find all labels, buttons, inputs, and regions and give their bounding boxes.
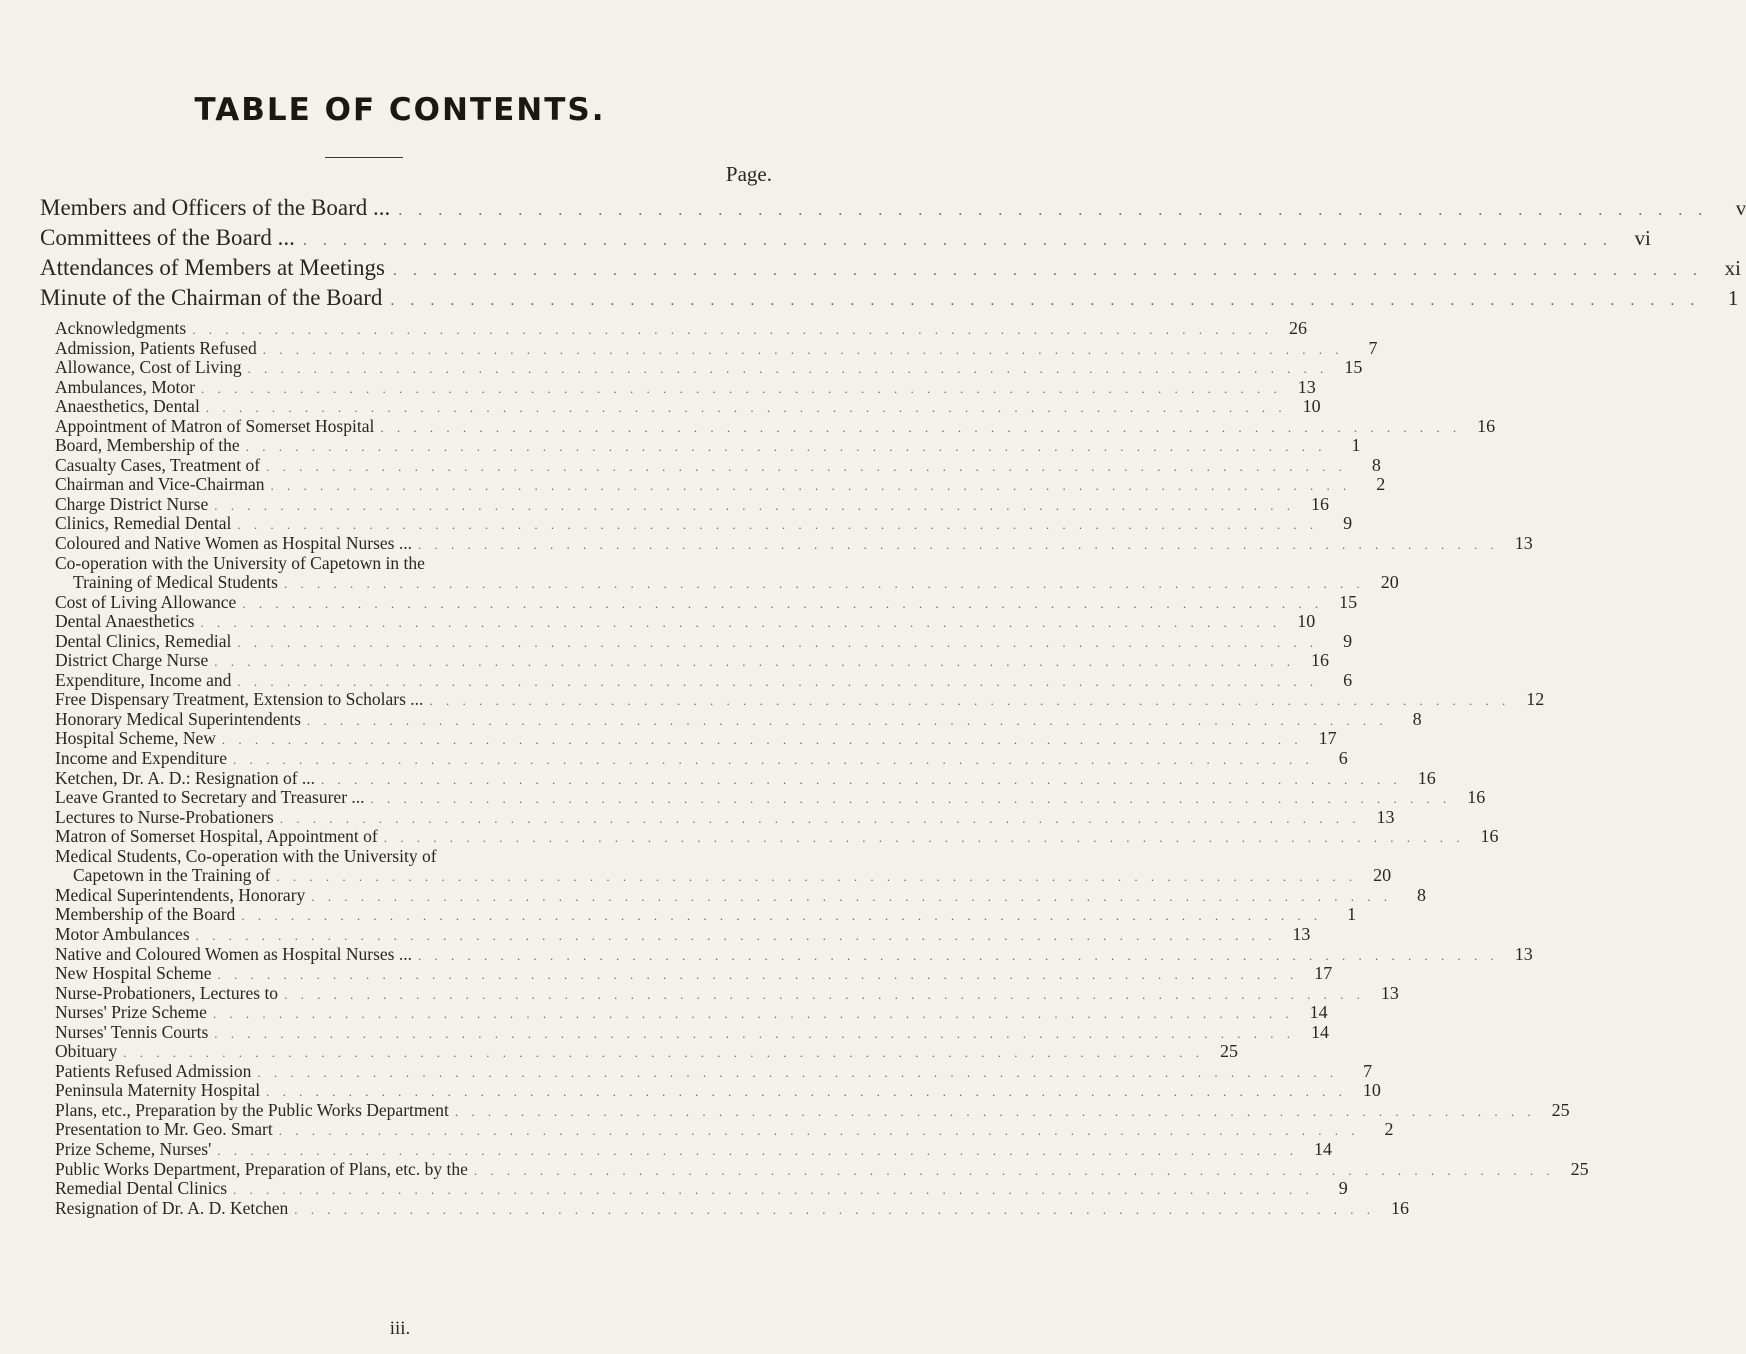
index-entry-page-number: 14 [1311, 1021, 1330, 1042]
index-entry [55, 1119, 1394, 1140]
dot-leader: . . . . . . . . . . . . . . . . . . . . . . . . . . . . . . . . . . . . . . . . . . . . . . . . . . . . . . . . . . . . . . . . . . [398, 202, 1709, 219]
index-entry-page-number: 7 [1368, 337, 1378, 358]
index-entry [55, 846, 772, 866]
dot-leader: . . . . . . . . . . . . . . . . . . . . . . . . . . . . . . . . . . . . . . . . . . . . . . . . . . . . . . . . . . . . . . . . . . [383, 830, 1465, 846]
section-row-page-number: 1 [1727, 286, 1739, 310]
index-entry-label: Capetown in the Training of [73, 865, 271, 886]
index-entry [55, 553, 772, 573]
index-entry-page-number: 26 [1288, 318, 1307, 338]
index-entry-label: Coloured and Native Women as Hospital Nurses ... [55, 533, 412, 554]
section-row-page-number: vi [1634, 226, 1651, 250]
dot-leader: . . . . . . . . . . . . . . . . . . . . . . . . . . . . . . . . . . . . . . . . . . . . . . . . . . . . . . . . . . . . . . . . . . [380, 419, 1462, 435]
index-entry-label: Obituary [55, 1041, 118, 1062]
index-entry [55, 513, 1353, 534]
index-entry-page-number: 17 [1318, 728, 1337, 749]
index-entry-page-number: 2 [1384, 1119, 1394, 1140]
dot-leader: . . . . . . . . . . . . . . . . . . . . . . . . . . . . . . . . . . . . . . . . . . . . . . . . . . . . . . . . . . . . . . . . . . [205, 400, 1287, 416]
index-entry-page-number: 13 [1514, 943, 1533, 964]
index-entry [55, 1197, 1410, 1218]
index-entry-page-number: 9 [1338, 1178, 1348, 1199]
index-entry-page-number: 6 [1338, 748, 1348, 769]
dot-leader: . . . . . . . . . . . . . . . . . . . . . . . . . . . . . . . . . . . . . . . . . . . . . . . . . . . . . . . . . . . . . . . . . . [270, 478, 1352, 494]
dot-leader: . . . . . . . . . . . . . . . . . . . . . . . . . . . . . . . . . . . . . . . . . . . . . . . . . . . . . . . . . . . . . . . . . . [195, 927, 1277, 943]
dot-leader: . . . . . . . . . . . . . . . . . . . . . . . . . . . . . . . . . . . . . . . . . . . . . . . . . . . . . . . . . . . . . . . . . . [284, 986, 1365, 1002]
dot-leader: . . . . . . . . . . . . . . . . . . . . . . . . . . . . . . . . . . . . . . . . . . . . . . . . . . . . . . . . . . . . . . . . . . [454, 1103, 1536, 1119]
index-entry-page-number: 13 [1514, 533, 1533, 554]
dot-leader: . . . . . . . . . . . . . . . . . . . . . . . . . . . . . . . . . . . . . . . . . . . . . . . . . . . . . . . . . . . . . . . . . . [311, 888, 1393, 904]
index-entry [55, 806, 1395, 827]
dot-leader: . . . . . . . . . . . . . . . . . . . . . . . . . . . . . . . . . . . . . . . . . . . . . . . . . . . . . . . . . . . . . . . . . . [266, 1084, 1347, 1100]
index-entry-label: Expenditure, Income and [55, 669, 232, 690]
index-entry-label: District Charge Nurse [55, 650, 209, 671]
index-entry-page-number: 25 [1551, 1099, 1570, 1120]
index-entry-page-number: 13 [1380, 982, 1399, 1003]
index-entry-page-number: 17 [1314, 963, 1333, 984]
index-entry-page-number: 13 [1297, 376, 1316, 397]
index-entry-page-number: 13 [1292, 923, 1311, 944]
dot-leader: . . . . . . . . . . . . . . . . . . . . . . . . . . . . . . . . . . . . . . . . . . . . . . . . . . . . . . . . . . . . . . . . . . [283, 576, 1365, 592]
index-entry-label: Allowance, Cost of Living [55, 357, 242, 378]
index-entry-page-number: 8 [1412, 708, 1422, 729]
dot-leader: . . . . . . . . . . . . . . . . . . . . . . . . . . . . . . . . . . . . . . . . . . . . . . . . . . . . . . . . . . . . . . . . . . [262, 341, 1344, 357]
index-entry [55, 669, 1353, 690]
index-entry [55, 1178, 1348, 1199]
index-entry-page-number: 10 [1297, 611, 1316, 632]
index-entry-label: Cost of Living Allowance [55, 591, 237, 612]
index-entry-page-number: 16 [1311, 650, 1330, 671]
index-entry-label: Remedial Dental Clinics [55, 1178, 228, 1199]
index-entry [55, 728, 1337, 749]
section-row-label: Attendances of Members at Meetings [40, 255, 385, 280]
dot-leader: . . . . . . . . . . . . . . . . . . . . . . . . . . . . . . . . . . . . . . . . . . . . . . . . . . . . . . . . . . . . . . . . . . [214, 1025, 1296, 1041]
index-entry-page-number: 16 [1311, 493, 1330, 514]
index-entry [55, 1158, 1589, 1179]
index-entry [55, 591, 1358, 612]
index-entry-page-number: 20 [1380, 572, 1399, 593]
index-entry-label: Dental Anaesthetics [55, 611, 195, 632]
index-entry-label: Nurse-Probationers, Lectures to [55, 982, 279, 1003]
dot-leader: . . . . . . . . . . . . . . . . . . . . . . . . . . . . . . . . . . . . . . . . . . . . . . . . . . . . . . . . . . . . . . . . . . [241, 908, 1323, 924]
dot-leader: . . . . . . . . . . . . . . . . . . . . . . . . . . . . . . . . . . . . . . . . . . . . . . . . . . . . . . . . . . . . . . . . . . [212, 1006, 1294, 1022]
index-entry-label: Anaesthetics, Dental [55, 396, 200, 417]
index-entry [55, 1099, 1570, 1120]
index-entry [55, 337, 1378, 358]
index-entry-label: Casualty Cases, Treatment of [55, 454, 261, 475]
index-entry-label: Nurses' Tennis Courts [55, 1021, 209, 1042]
index-entry-label: Nurses' Prize Scheme [55, 1002, 207, 1023]
index-entry-page-number: 10 [1302, 396, 1321, 417]
index-entry-page-number: 7 [1363, 1060, 1373, 1081]
index-entry-page-number: 16 [1391, 1197, 1410, 1218]
index-entry-label: Ambulances, Motor [55, 376, 195, 397]
index-entry-label: Appointment of Matron of Somerset Hospital [55, 415, 375, 436]
index-entry-page-number: 14 [1314, 1138, 1332, 1159]
dot-leader: . . . . . . . . . . . . . . . . . . . . . . . . . . . . . . . . . . . . . . . . . . . . . . . . . . . . . . . . . . . . . . . . . . [390, 292, 1701, 309]
dot-leader: . . . . . . . . . . . . . . . . . . . . . . . . . . . . . . . . . . . . . . . . . . . . . . . . . . . . . . . . . . . . . . . . . . [392, 262, 1703, 279]
page-folio: iii. [389, 1318, 411, 1339]
section-row-label: Minute of the Chairman of the Board [40, 285, 383, 310]
index-entry [55, 572, 1399, 593]
section-row [40, 285, 1739, 315]
dot-leader: . . . . . . . . . . . . . . . . . . . . . . . . . . . . . . . . . . . . . . . . . . . . . . . . . . . . . . . . . . . . . . . . . . [245, 439, 1327, 455]
index-entry [55, 963, 1333, 984]
index-entry [55, 396, 1321, 417]
dot-leader: . . . . . . . . . . . . . . . . . . . . . . . . . . . . . . . . . . . . . . . . . . . . . . . . . . . . . . . . . . . . . . . . . . [417, 537, 1499, 553]
index-entry [55, 787, 1486, 808]
index-entry-page-number: 8 [1371, 454, 1381, 475]
index-entry-label: Peninsula Maternity Hospital [55, 1080, 261, 1101]
section-row-label: Members and Officers of the Board ... [40, 195, 391, 220]
index-entry-page-number: 13 [1376, 806, 1395, 827]
dot-leader: . . . . . . . . . . . . . . . . . . . . . . . . . . . . . . . . . . . . . . . . . . . . . . . . . . . . . . . . . . . . . . . . . . [237, 634, 1319, 650]
page-column-heading: Page. [725, 162, 772, 186]
index-entry-label: Clinics, Remedial Dental [55, 513, 232, 534]
page-title: TABLE OF CONTENTS. [194, 92, 606, 128]
index-entry-label: Ketchen, Dr. A. D.: Resignation of ... [55, 767, 316, 788]
index-entry-label: Dental Clinics, Remedial [55, 630, 232, 651]
title-rule [325, 157, 403, 158]
index-entry-label: Free Dispensary Treatment, Extension to Scholars ... [55, 689, 424, 710]
dot-leader: . . . . . . . . . . . . . . . . . . . . . . . . . . . . . . . . . . . . . . . . . . . . . . . . . . . . . . . . . . . . . . . . . . [257, 1064, 1339, 1080]
index-entry [55, 474, 1386, 495]
section-row [40, 255, 1741, 285]
dot-leader: . . . . . . . . . . . . . . . . . . . . . . . . . . . . . . . . . . . . . . . . . . . . . . . . . . . . . . . . . . . . . . . . . . [214, 654, 1296, 670]
index-entry [55, 454, 1381, 475]
dot-leader: . . . . . . . . . . . . . . . . . . . . . . . . . . . . . . . . . . . . . . . . . . . . . . . . . . . . . . . . . . . . . . . . . . [266, 458, 1347, 474]
dot-leader: . . . . . . . . . . . . . . . . . . . . . . . . . . . . . . . . . . . . . . . . . . . . . . . . . . . . . . . . . . . . . . . . . . [321, 771, 1402, 787]
section-row-page-number: xi [1724, 256, 1741, 280]
index-entry-page-number: 2 [1376, 474, 1386, 495]
dot-leader: . . . . . . . . . . . . . . . . . . . . . . . . . . . . . . . . . . . . . . . . . . . . . . . . . . . . . . . . . . . . . . . . . . [214, 497, 1296, 513]
index-entry [55, 982, 1399, 1003]
dot-leader: . . . . . . . . . . . . . . . . . . . . . . . . . . . . . . . . . . . . . . . . . . . . . . . . . . . . . . . . . . . . . . . . . . [429, 693, 1511, 709]
index-entry [55, 435, 1361, 456]
index-entry-page-number: 16 [1417, 767, 1436, 788]
dot-leader: . . . . . . . . . . . . . . . . . . . . . . . . . . . . . . . . . . . . . . . . . . . . . . . . . . . . . . . . . . . . . . . . . . [306, 712, 1388, 728]
dot-leader: . . . . . . . . . . . . . . . . . . . . . . . . . . . . . . . . . . . . . . . . . . . . . . . . . . . . . . . . . . . . . . . . . . [123, 1045, 1204, 1061]
dot-leader: . . . . . . . . . . . . . . . . . . . . . . . . . . . . . . . . . . . . . . . . . . . . . . . . . . . . . . . . . . . . . . . . . . [237, 517, 1319, 533]
dot-leader: . . . . . . . . . . . . . . . . . . . . . . . . . . . . . . . . . . . . . . . . . . . . . . . . . . . . . . . . . . . . . . . . . . [233, 1182, 1314, 1198]
dot-leader: . . . . . . . . . . . . . . . . . . . . . . . . . . . . . . . . . . . . . . . . . . . . . . . . . . . . . . . . . . . . . . . . . . [279, 810, 1361, 826]
index-entry-label: New Hospital Scheme [55, 963, 212, 984]
index-entry-page-number: 14 [1309, 1002, 1328, 1023]
index-entry-page-number: 1 [1351, 435, 1361, 456]
index-entry [55, 923, 1311, 944]
dot-leader: . . . . . . . . . . . . . . . . . . . . . . . . . . . . . . . . . . . . . . . . . . . . . . . . . . . . . . . . . . . . . . . . . . [233, 752, 1314, 768]
index-entry [55, 884, 1427, 905]
index-entry-page-number: 1 [1347, 904, 1357, 925]
dot-leader: . . . . . . . . . . . . . . . . . . . . . . . . . . . . . . . . . . . . . . . . . . . . . . . . . . . . . . . . . . . . . . . . . . [200, 380, 1282, 396]
index-entry-label: Motor Ambulances [55, 923, 190, 944]
index-entry-label: Admission, Patients Refused [55, 337, 257, 358]
index-entry [55, 1002, 1328, 1023]
index-entry-page-number: 6 [1343, 669, 1353, 690]
dot-leader: . . . . . . . . . . . . . . . . . . . . . . . . . . . . . . . . . . . . . . . . . . . . . . . . . . . . . . . . . . . . . . . . . . [221, 732, 1303, 748]
index-entry [55, 493, 1330, 514]
index-entry [55, 943, 1533, 964]
index-entry-label: Acknowledgments [55, 318, 187, 338]
index-entry-page-number: 15 [1344, 357, 1363, 378]
index-entry [55, 415, 1496, 436]
index-entry-list [55, 318, 1589, 1218]
index-entry-label: Resignation of Dr. A. D. Ketchen [55, 1197, 289, 1218]
dot-leader: . . . . . . . . . . . . . . . . . . . . . . . . . . . . . . . . . . . . . . . . . . . . . . . . . . . . . . . . . . . . . . . . . . [192, 322, 1273, 337]
index-entry-page-number: 16 [1480, 826, 1499, 847]
index-entry [55, 1080, 1381, 1101]
index-entry-label: Prize Scheme, Nurses' [55, 1138, 212, 1159]
index-entry-label: Income and Expenditure [55, 748, 228, 769]
index-entry [55, 826, 1499, 847]
dot-leader: . . . . . . . . . . . . . . . . . . . . . . . . . . . . . . . . . . . . . . . . . . . . . . . . . . . . . . . . . . . . . . . . . . [370, 791, 1452, 807]
index-entry-page-number: 16 [1477, 415, 1496, 436]
front-matter-list [40, 195, 1746, 315]
index-entry-label: Presentation to Mr. Geo. Smart [55, 1119, 273, 1140]
index-entry-label: Leave Granted to Secretary and Treasurer ... [55, 787, 365, 808]
index-entry [55, 767, 1436, 788]
index-entry-page-number: 25 [1570, 1158, 1589, 1179]
dot-leader: . . . . . . . . . . . . . . . . . . . . . . . . . . . . . . . . . . . . . . . . . . . . . . . . . . . . . . . . . . . . . . . . . . [217, 967, 1299, 983]
index-entry-label: Honorary Medical Superintendents [55, 708, 301, 729]
index-entry-label: Public Works Department, Preparation of Plans, etc. by the [55, 1158, 468, 1179]
dot-leader: . . . . . . . . . . . . . . . . . . . . . . . . . . . . . . . . . . . . . . . . . . . . . . . . . . . . . . . . . . . . . . . . . . [217, 1142, 1298, 1158]
dot-leader: . . . . . . . . . . . . . . . . . . . . . . . . . . . . . . . . . . . . . . . . . . . . . . . . . . . . . . . . . . . . . . . . . . [294, 1201, 1376, 1217]
index-entry-label: Lectures to Nurse-Probationers [55, 806, 274, 827]
index-entry [55, 1138, 1332, 1159]
index-entry-label: Board, Membership of the [55, 435, 240, 456]
index-entry [55, 318, 1307, 338]
index-entry-label: Co-operation with the University of Capetown in the [55, 552, 425, 573]
dot-leader: . . . . . . . . . . . . . . . . . . . . . . . . . . . . . . . . . . . . . . . . . . . . . . . . . . . . . . . . . . . . . . . . . . [247, 361, 1329, 377]
index-entry [55, 748, 1348, 769]
index-entry-page-number: 9 [1343, 513, 1353, 534]
index-entry [55, 1021, 1330, 1042]
section-row [40, 195, 1746, 225]
dot-leader: . . . . . . . . . . . . . . . . . . . . . . . . . . . . . . . . . . . . . . . . . . . . . . . . . . . . . . . . . . . . . . . . . . [276, 869, 1358, 885]
index-entry-label: Plans, etc., Preparation by the Public Works Department [55, 1099, 449, 1120]
dot-leader: . . . . . . . . . . . . . . . . . . . . . . . . . . . . . . . . . . . . . . . . . . . . . . . . . . . . . . . . . . . . . . . . . . [417, 947, 1499, 963]
index-entry-label: Medical Superintendents, Honorary [55, 884, 306, 905]
index-entry [55, 904, 1357, 925]
section-row [40, 225, 1651, 255]
index-entry-page-number: 25 [1219, 1041, 1238, 1062]
index-entry-label: Matron of Somerset Hospital, Appointment of [55, 826, 378, 847]
index-entry-label: Chairman and Vice-Chairman [55, 474, 265, 495]
index-entry-label: Membership of the Board [55, 904, 236, 925]
index-entry [55, 611, 1316, 632]
index-entry-page-number: 9 [1343, 630, 1353, 651]
dot-leader: . . . . . . . . . . . . . . . . . . . . . . . . . . . . . . . . . . . . . . . . . . . . . . . . . . . . . . . . . . . . . . . . . . [278, 1123, 1360, 1139]
index-entry [55, 376, 1316, 397]
index-entry-page-number: 16 [1467, 787, 1486, 808]
index-entry [55, 689, 1545, 710]
index-entry [55, 357, 1363, 378]
dot-leader: . . . . . . . . . . . . . . . . . . . . . . . . . . . . . . . . . . . . . . . . . . . . . . . . . . . . . . . . . . . . . . . . . . [242, 595, 1324, 611]
index-entry-label: Charge District Nurse [55, 493, 209, 514]
index-entry-page-number: 15 [1339, 591, 1358, 612]
index-entry-page-number: 12 [1526, 689, 1545, 710]
index-entry [55, 1041, 1238, 1062]
index-entry-page-number: 20 [1373, 865, 1392, 886]
index-entry-label: Hospital Scheme, New [55, 728, 216, 749]
dot-leader: . . . . . . . . . . . . . . . . . . . . . . . . . . . . . . . . . . . . . . . . . . . . . . . . . . . . . . . . . . . . . . . . . . [237, 673, 1319, 689]
dot-leader: . . . . . . . . . . . . . . . . . . . . . . . . . . . . . . . . . . . . . . . . . . . . . . . . . . . . . . . . . . . . . . . . . . [473, 1162, 1555, 1178]
index-entry-page-number: 10 [1362, 1080, 1381, 1101]
index-entry [55, 533, 1533, 554]
section-row-page-number: v [1735, 196, 1746, 220]
section-row-label: Committees of the Board ... [40, 225, 295, 250]
dot-leader: . . . . . . . . . . . . . . . . . . . . . . . . . . . . . . . . . . . . . . . . . . . . . . . . . . . . . . . . . . . . . . . . . . [302, 232, 1613, 249]
index-entry [55, 650, 1330, 671]
index-entry-label: Medical Students, Co-operation with the University of [55, 845, 437, 866]
index-entry-label: Patients Refused Admission [55, 1060, 252, 1081]
index-entry [55, 708, 1422, 729]
index-entry [55, 865, 1392, 886]
index-entry-label: Native and Coloured Women as Hospital Nurses ... [55, 943, 412, 964]
index-entry [55, 1060, 1373, 1081]
dot-leader: . . . . . . . . . . . . . . . . . . . . . . . . . . . . . . . . . . . . . . . . . . . . . . . . . . . . . . . . . . . . . . . . . . [200, 615, 1282, 631]
index-entry [55, 630, 1353, 651]
index-entry-label: Training of Medical Students [73, 572, 278, 593]
index-entry-page-number: 8 [1417, 884, 1427, 905]
